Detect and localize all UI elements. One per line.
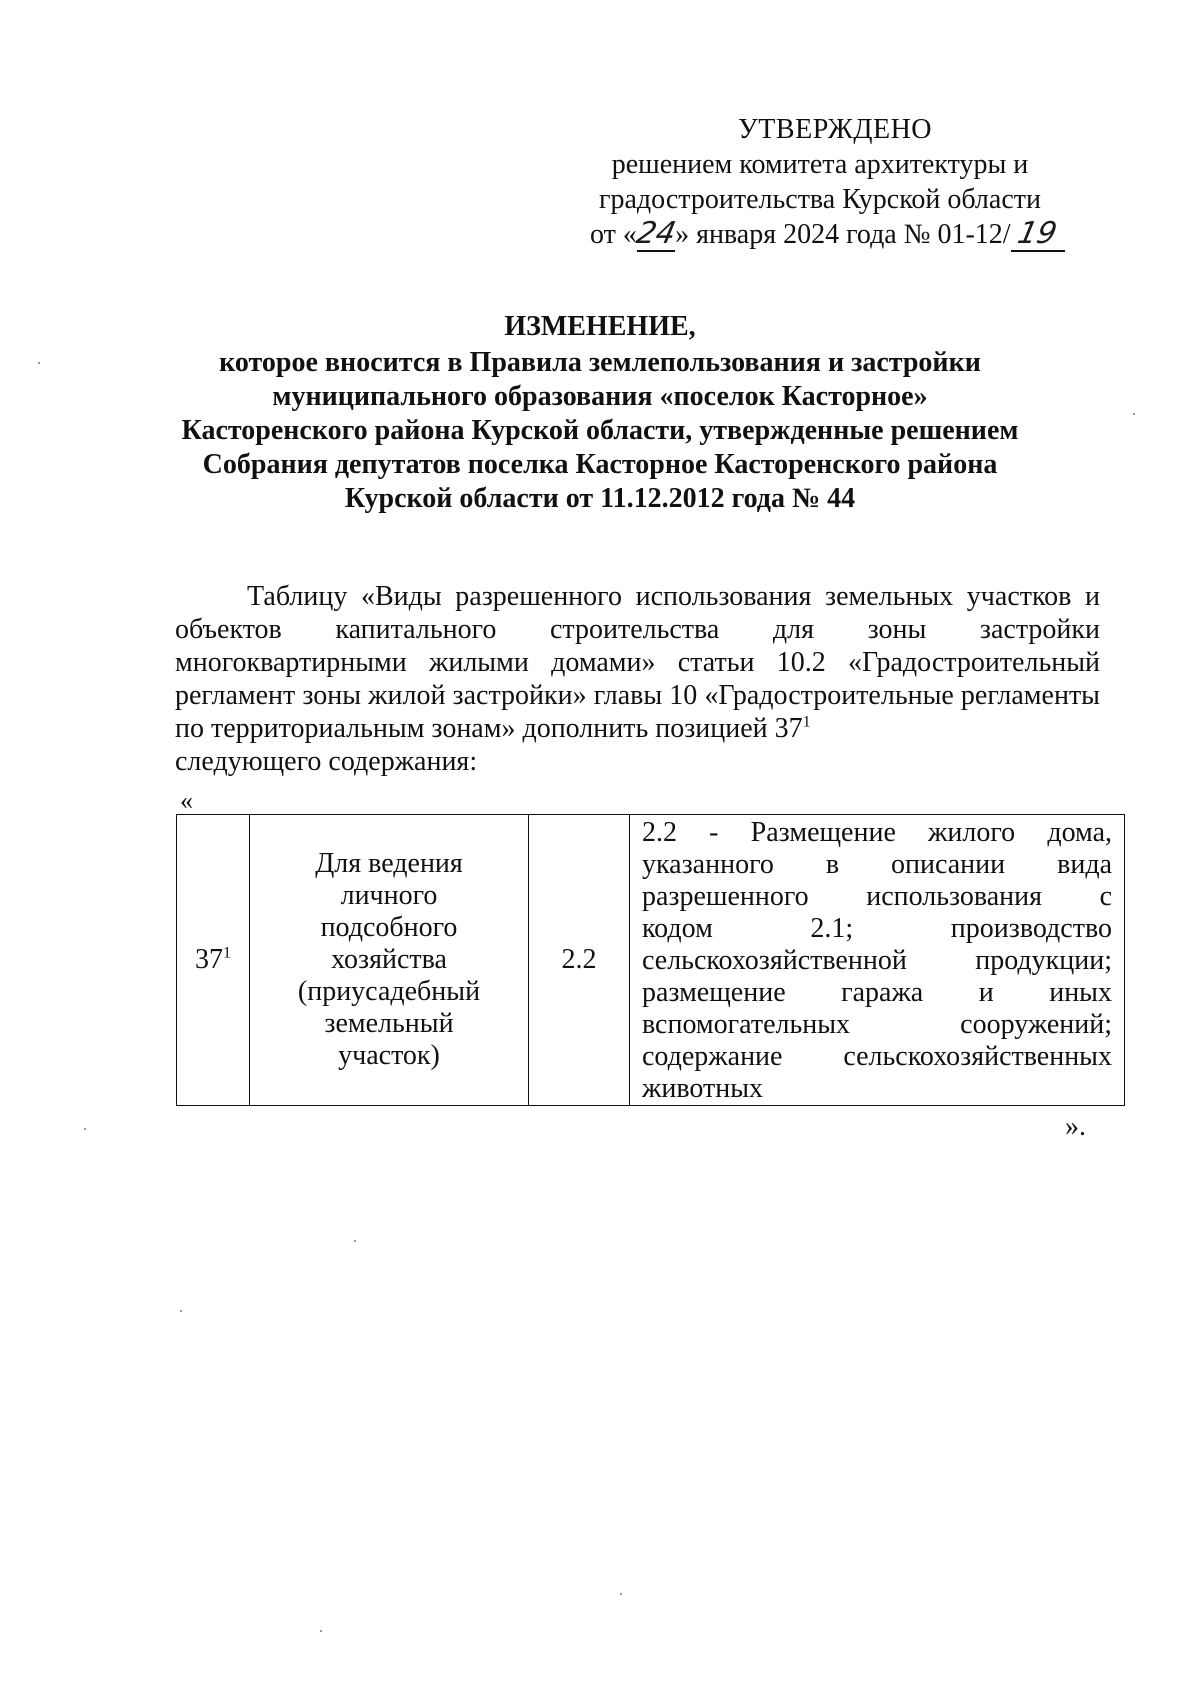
- name-line: личного: [340, 880, 438, 911]
- title-line-4: Собрания депутатов поселка Касторное Касторенского района: [202, 449, 998, 480]
- description-line: сельскохозяйственной продукции;: [642, 945, 1112, 976]
- title-main: ИЗМЕНЕНИЕ,: [504, 311, 696, 342]
- description-line: содержание сельскохозяйственных: [642, 1041, 1112, 1072]
- row-number-superscript: 1: [223, 944, 231, 962]
- scan-speck: [1133, 413, 1135, 415]
- cell-name: [250, 815, 529, 1106]
- title-line-5: Курской области от 11.12.2012 года № 44: [344, 483, 856, 514]
- name-line: земельный: [324, 1008, 454, 1039]
- approval-block: [560, 112, 1080, 252]
- description-line: указанного в описании вида: [642, 849, 1112, 880]
- body-tail: следующего содержания:: [175, 746, 478, 777]
- description-line: размещение гаража и иных: [642, 977, 1112, 1008]
- title-line-3: Касторенского района Курской области, утвержденные решением: [181, 415, 1019, 446]
- description-line: вспомогательных сооружений;: [642, 1009, 1112, 1040]
- cell-number: [177, 815, 250, 1106]
- row-number: 37: [195, 944, 223, 975]
- name-line: Для ведения: [315, 848, 463, 879]
- document-title: [150, 310, 1050, 516]
- scan-speck: [38, 362, 40, 364]
- scan-speck: [84, 1128, 86, 1130]
- approval-line-1: решением комитета архитектуры и: [611, 149, 1029, 180]
- body-superscript: 1: [802, 713, 811, 731]
- cell-description: [630, 815, 1125, 1106]
- handwritten-day: 24: [633, 216, 679, 251]
- quote-open: «: [180, 786, 193, 815]
- table-row: [177, 815, 1125, 1106]
- name-line: участок): [338, 1040, 440, 1071]
- body-paragraph: [175, 580, 1100, 778]
- approval-line-2: градостроительства Курской области: [599, 184, 1041, 215]
- name-line: подсобного: [320, 912, 458, 943]
- quote-close: ».: [1065, 1111, 1086, 1142]
- amendment-table: [176, 814, 1125, 1106]
- name-line: (приусадебный: [297, 976, 481, 1007]
- scan-speck: [620, 1593, 622, 1595]
- date-number-field: [1011, 216, 1065, 252]
- cell-code: 2.2: [529, 815, 630, 1106]
- description-line: животных: [642, 1073, 764, 1104]
- date-day-field: [633, 216, 679, 252]
- approval-heading: УТВЕРЖДЕНО: [737, 114, 933, 145]
- description-line: разрешенного использования с: [642, 881, 1112, 912]
- scan-speck: [180, 1310, 182, 1312]
- title-line-1: которое вносится в Правила землепользования и застройки: [219, 347, 981, 378]
- date-middle: » января 2024 года № 01-12/: [675, 219, 1011, 250]
- handwritten-number: 19: [1014, 216, 1061, 251]
- body-text: Таблицу «Виды разрешенного использования земельных участков и объектов капитального строительства для зоны застройки многоквартирными жилыми домами» статьи 10.2 «Градостроительный регламент зоны жилой застройки» главы 10 «Градостроительные регламенты по территориальным зонам» дополнить позицией 37: [175, 581, 1100, 744]
- scan-speck: [320, 1630, 322, 1632]
- date-prefix: от «: [590, 219, 637, 250]
- title-line-2: муниципального образования «поселок Касторное»: [272, 381, 928, 412]
- name-line: хозяйства: [331, 944, 447, 975]
- description-line: 2.2 - Размещение жилого дома,: [642, 817, 1112, 848]
- approval-date-line: [560, 217, 1080, 252]
- scan-speck: [354, 1240, 356, 1242]
- description-line: кодом 2.1; производство: [642, 913, 1112, 944]
